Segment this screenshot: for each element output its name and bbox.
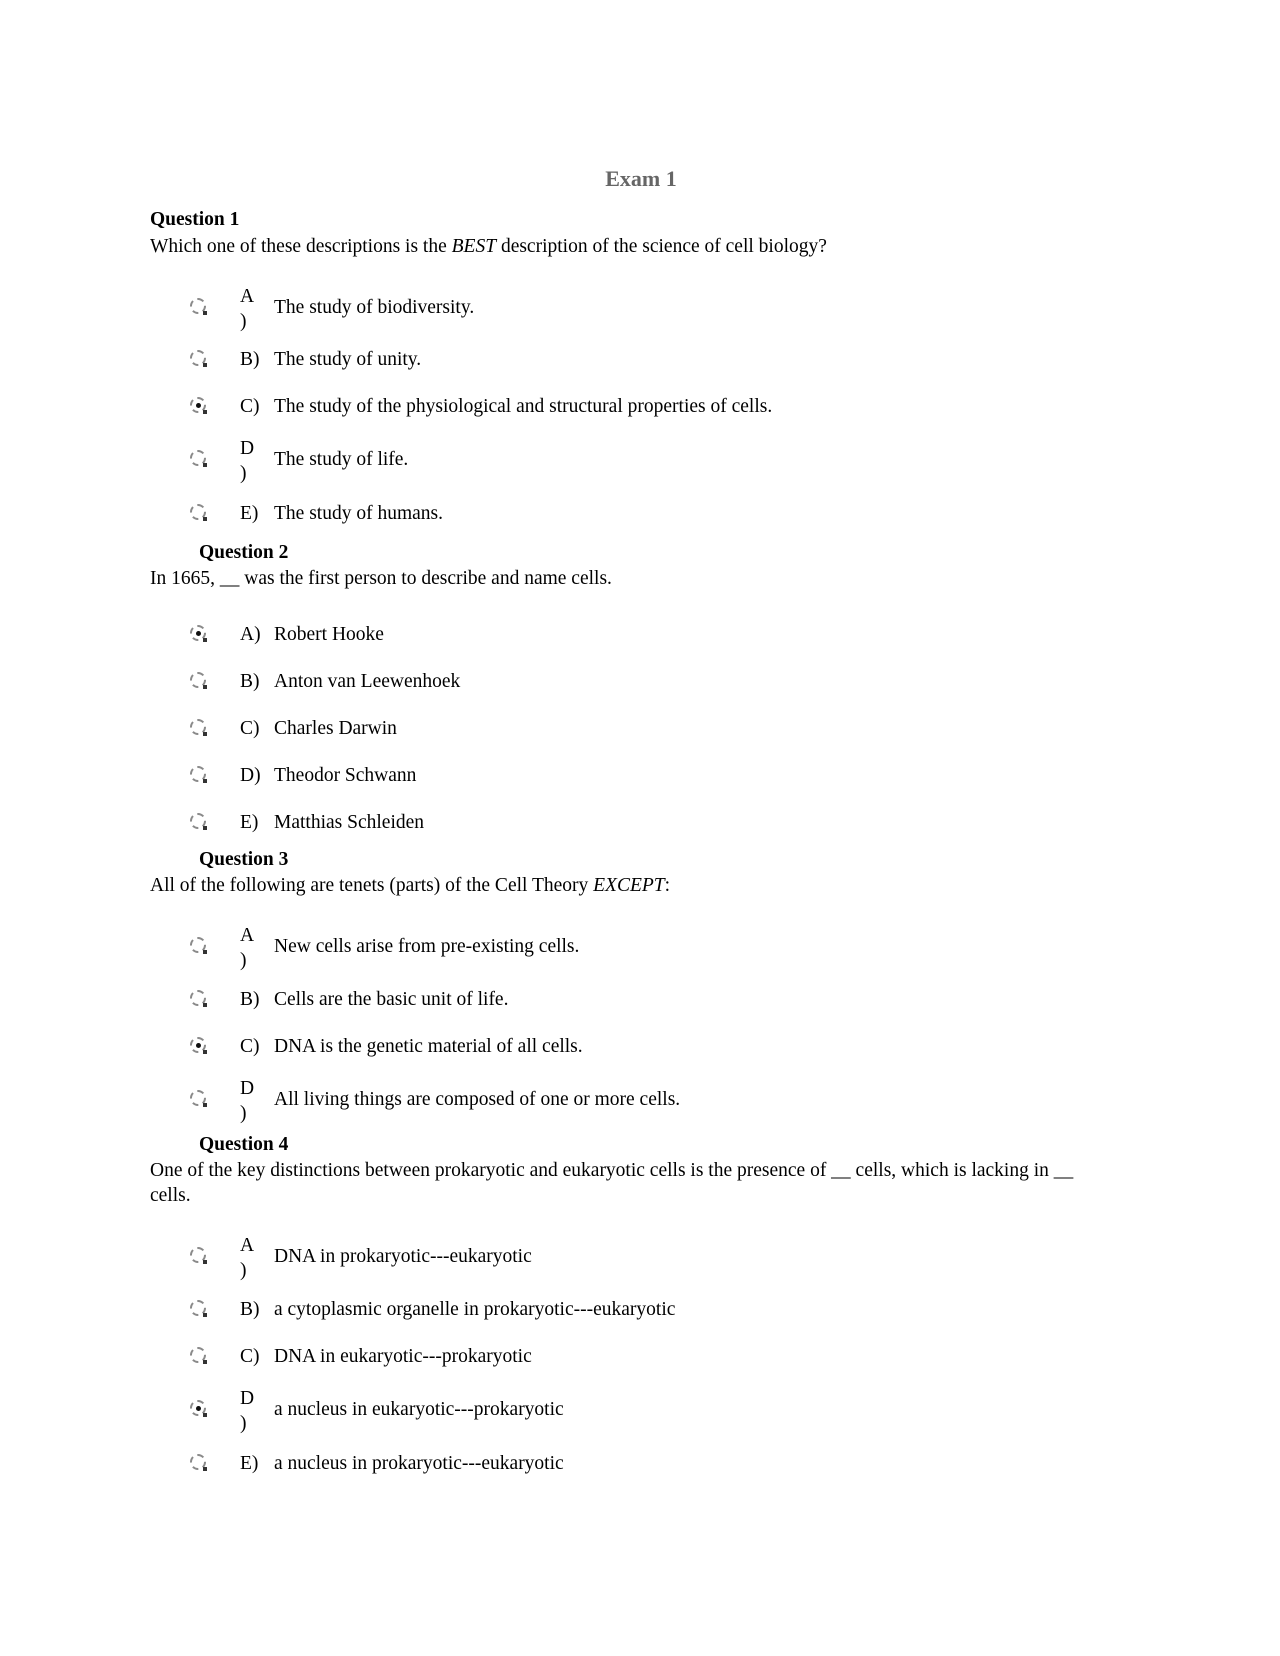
q2-option-d-text: Theodor Schwann	[274, 765, 417, 786]
q2-option-e[interactable]	[190, 811, 1090, 851]
q3-option-d-text: All living things are composed of one or more cells.	[274, 1089, 681, 1110]
q2-option-e-radio[interactable]	[190, 813, 206, 829]
q1-option-e-letter: E)	[240, 503, 259, 524]
q1-option-b[interactable]	[190, 348, 1090, 388]
q2-option-c-radio[interactable]	[190, 719, 206, 735]
q1-option-c[interactable]	[190, 395, 1090, 435]
q3-option-d-letter: D )	[240, 1078, 255, 1124]
q3-option-c-radio[interactable]	[190, 1037, 206, 1053]
q3-option-b-letter: B)	[240, 989, 260, 1010]
q4-option-b[interactable]	[190, 1298, 1090, 1338]
q3-option-b-radio[interactable]	[190, 990, 206, 1006]
q3-option-d[interactable]	[190, 1076, 1090, 1124]
q4-option-a-radio[interactable]	[190, 1247, 206, 1263]
q3-option-c[interactable]	[190, 1035, 1090, 1075]
q4-option-d-text: a nucleus in eukaryotic---prokaryotic	[274, 1399, 564, 1420]
q1-option-b-text: The study of unity.	[274, 349, 422, 370]
q4-option-d[interactable]	[190, 1386, 1090, 1434]
q2-option-c[interactable]	[190, 717, 1090, 757]
q4-option-a[interactable]	[190, 1233, 1090, 1281]
q3-option-a-text: New cells arise from pre-existing cells.	[274, 936, 580, 957]
question-3-text: All of the following are tenets (parts) of the Cell Theory EXCEPT:	[150, 875, 671, 896]
q4-option-a-text: DNA in prokaryotic---eukaryotic	[274, 1246, 532, 1267]
question-4-text: One of the key distinctions between prokaryotic and eukaryotic cells is the presence of __ cells, which is lacking in __ cells.	[150, 1160, 1074, 1206]
q1-option-e[interactable]	[190, 502, 1090, 542]
q2-option-b-text: Anton van Leewenhoek	[274, 671, 461, 692]
q2-option-a-text: Robert Hooke	[274, 624, 384, 645]
q3-option-a-radio[interactable]	[190, 937, 206, 953]
q4-option-b-text: a cytoplasmic organelle in prokaryotic---eukaryotic	[274, 1299, 676, 1320]
q1-option-d-radio[interactable]	[190, 450, 206, 466]
q4-option-e-letter: E)	[240, 1453, 259, 1474]
q4-option-b-letter: B)	[240, 1299, 260, 1320]
q1-option-b-letter: B)	[240, 349, 260, 370]
q1-option-a-text: The study of biodiversity.	[274, 297, 475, 318]
exam-title: Exam 1	[605, 166, 677, 191]
question-2-text: In 1665, __ was the first person to describe and name cells.	[150, 568, 612, 589]
q3-option-b-text: Cells are the basic unit of life.	[274, 989, 509, 1010]
q1-option-e-radio[interactable]	[190, 504, 206, 520]
question-4-label: Question 4	[199, 1134, 289, 1155]
q2-option-c-text: Charles Darwin	[274, 718, 397, 739]
q2-option-d-letter: D)	[240, 765, 261, 786]
q2-option-b-letter: B)	[240, 671, 260, 692]
q4-option-b-radio[interactable]	[190, 1300, 206, 1316]
q4-option-c[interactable]	[190, 1345, 1090, 1385]
q1-option-a-letter: A )	[240, 286, 255, 332]
q2-option-b[interactable]	[190, 670, 1090, 710]
q1-option-b-radio[interactable]	[190, 350, 206, 366]
q4-option-d-radio[interactable]	[190, 1400, 206, 1416]
question-3-label: Question 3	[199, 849, 289, 870]
question-2-label: Question 2	[199, 542, 289, 563]
q1-option-c-text: The study of the physiological and structural properties of cells.	[274, 396, 773, 417]
q1-option-c-letter: C)	[240, 396, 260, 417]
q1-option-e-text: The study of humans.	[274, 503, 443, 524]
question-1-label: Question 1	[150, 209, 240, 230]
q4-option-a-letter: A )	[240, 1235, 255, 1281]
q1-option-d-letter: D )	[240, 438, 255, 484]
q1-option-d-text: The study of life.	[274, 449, 409, 470]
q3-option-c-text: DNA is the genetic material of all cells.	[274, 1036, 583, 1057]
q3-option-c-letter: C)	[240, 1036, 260, 1057]
q2-option-e-text: Matthias Schleiden	[274, 812, 425, 833]
q4-option-d-letter: D )	[240, 1388, 255, 1434]
q4-option-e-radio[interactable]	[190, 1454, 206, 1470]
q1-option-a-radio[interactable]	[190, 298, 206, 314]
q3-option-a[interactable]	[190, 923, 1090, 971]
q2-option-e-letter: E)	[240, 812, 259, 833]
q4-option-e[interactable]	[190, 1452, 1090, 1492]
question-1-text: Which one of these descriptions is the BEST description of the science of cell biology?	[150, 236, 827, 257]
q2-option-a-letter: A)	[240, 624, 261, 645]
q2-option-a-radio[interactable]	[190, 625, 206, 641]
q1-option-c-radio[interactable]	[190, 397, 206, 413]
q2-option-d[interactable]	[190, 764, 1090, 804]
q2-option-c-letter: C)	[240, 718, 260, 739]
q4-option-c-radio[interactable]	[190, 1347, 206, 1363]
q2-option-d-radio[interactable]	[190, 766, 206, 782]
q1-option-d[interactable]	[190, 436, 1090, 484]
q4-option-e-text: a nucleus in prokaryotic---eukaryotic	[274, 1453, 564, 1474]
q2-option-a[interactable]	[190, 623, 1090, 663]
q3-option-b[interactable]	[190, 988, 1090, 1028]
q2-option-b-radio[interactable]	[190, 672, 206, 688]
q1-option-a[interactable]	[190, 284, 1090, 332]
q4-option-c-letter: C)	[240, 1346, 260, 1367]
q3-option-d-radio[interactable]	[190, 1090, 206, 1106]
q3-option-a-letter: A )	[240, 925, 255, 971]
q4-option-c-text: DNA in eukaryotic---prokaryotic	[274, 1346, 532, 1367]
